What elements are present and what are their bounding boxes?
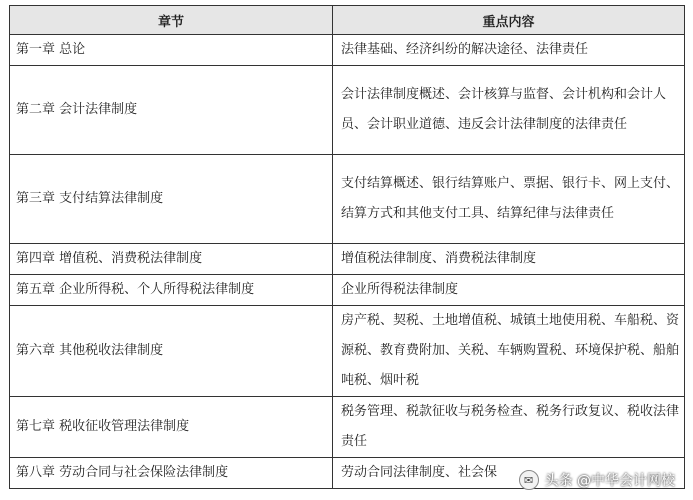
chapter-cell: 第五章 企业所得税、个人所得税法律制度 bbox=[10, 275, 333, 306]
table-row bbox=[10, 35, 685, 66]
table-row bbox=[10, 66, 685, 155]
content-cell: 支付结算概述、银行结算账户、票据、银行卡、网上支付、结算方式和其他支付工具、结算纪律与法律责任 bbox=[333, 155, 685, 244]
chapter-cell: 第三章 支付结算法律制度 bbox=[10, 155, 333, 244]
content-cell: 房产税、契税、土地增值税、城镇土地使用税、车船税、资源税、教育费附加、关税、车辆购置税、环境保护税、船舶吨税、烟叶税 bbox=[333, 306, 685, 397]
content-cell: 会计法律制度概述、会计核算与监督、会计机构和会计人员、会计职业道德、违反会计法律制度的法律责任 bbox=[333, 66, 685, 155]
content-cell: 增值税法律制度、消费税法律制度 bbox=[333, 244, 685, 275]
column-header-key-content: 重点内容 bbox=[333, 6, 685, 35]
table-row bbox=[10, 244, 685, 275]
chapter-cell: 第八章 劳动合同与社会保险法律制度 bbox=[10, 458, 333, 489]
chapter-cell: 第二章 会计法律制度 bbox=[10, 66, 333, 155]
table-row bbox=[10, 155, 685, 244]
content-cell: 劳动合同法律制度、社会保 bbox=[333, 458, 685, 489]
table-row bbox=[10, 397, 685, 458]
watermark-text: 头条 @中华会计网校 bbox=[544, 473, 675, 489]
content-cell: 法律基础、经济纠纷的解决途径、法律责任 bbox=[333, 35, 685, 66]
watermark bbox=[519, 470, 675, 490]
table-row bbox=[10, 275, 685, 306]
content-cell: 企业所得税法律制度 bbox=[333, 275, 685, 306]
chapter-cell: 第六章 其他税收法律制度 bbox=[10, 306, 333, 397]
chapter-cell: 第七章 税收征收管理法律制度 bbox=[10, 397, 333, 458]
column-header-chapter: 章节 bbox=[10, 6, 333, 35]
content-cell: 税务管理、税款征收与税务检查、税务行政复议、税收法律责任 bbox=[333, 397, 685, 458]
table-header-row bbox=[10, 6, 685, 35]
table-row bbox=[10, 306, 685, 397]
watermark-logo-icon: ✉ bbox=[519, 470, 539, 490]
syllabus-table bbox=[9, 5, 685, 489]
chapter-cell: 第四章 增值税、消费税法律制度 bbox=[10, 244, 333, 275]
chapter-cell: 第一章 总论 bbox=[10, 35, 333, 66]
